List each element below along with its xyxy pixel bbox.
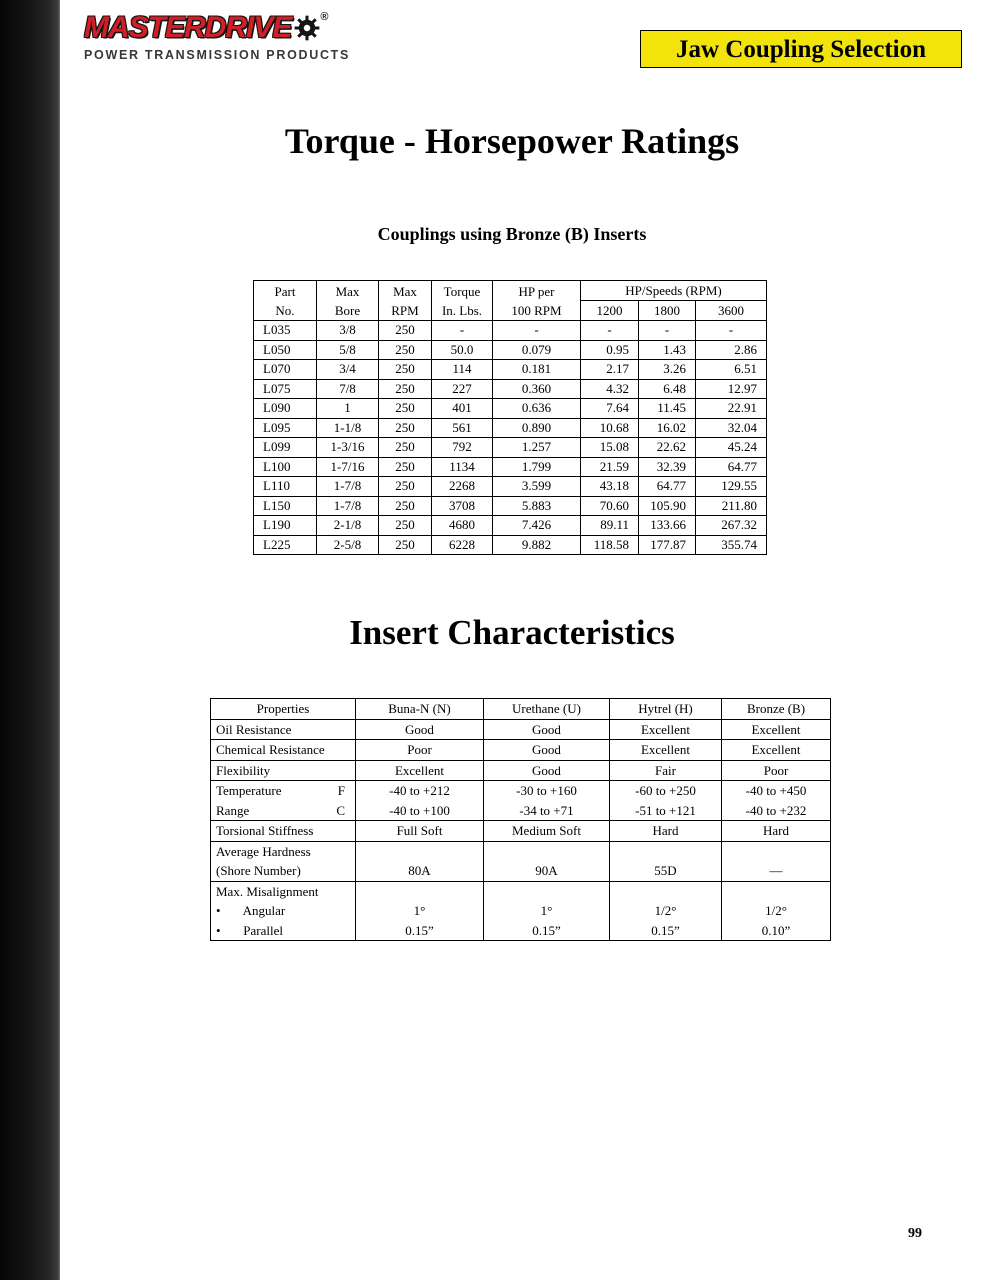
table-row <box>211 760 831 781</box>
table-cell: 1-1/8 <box>317 418 379 438</box>
table-row <box>211 841 831 881</box>
table-cell: 32.04 <box>696 418 767 438</box>
table-cell: 6228 <box>432 535 493 555</box>
insert-title: Insert Characteristics <box>349 613 675 652</box>
table-cell: 6.48 <box>639 379 696 399</box>
table-cell: 250 <box>379 418 432 438</box>
table-cell: L075 <box>254 379 317 399</box>
table-cell: 3/8 <box>317 321 379 341</box>
table-cell: 32.39 <box>639 457 696 477</box>
table-cell: 12.97 <box>696 379 767 399</box>
speed-column-header: 1200 <box>581 301 639 321</box>
table-row <box>254 340 767 360</box>
speed-column-header: 3600 <box>696 301 767 321</box>
table-cell: L070 <box>254 360 317 380</box>
value-cell: Good <box>484 719 610 740</box>
value-cell: 1/2° 0.10” <box>722 881 831 941</box>
table-cell: 1-7/8 <box>317 496 379 516</box>
column-header: Max Bore <box>317 281 379 321</box>
table-cell: - <box>696 321 767 341</box>
table-cell: 70.60 <box>581 496 639 516</box>
table-cell: L099 <box>254 438 317 458</box>
table-cell: 50.0 <box>432 340 493 360</box>
value-cell: Hard <box>722 821 831 842</box>
table-cell: 2268 <box>432 477 493 497</box>
column-header: Part No. <box>254 281 317 321</box>
value-cell: 1/2° 0.15” <box>610 881 722 941</box>
table-row <box>254 496 767 516</box>
table-cell: L035 <box>254 321 317 341</box>
table-cell: 250 <box>379 399 432 419</box>
table-cell: 22.91 <box>696 399 767 419</box>
column-header: Urethane (U) <box>484 699 610 720</box>
value-cell: 1° 0.15” <box>484 881 610 941</box>
header-row <box>211 699 831 720</box>
value-cell: -30 to +160 -34 to +71 <box>484 781 610 821</box>
table-cell: - <box>432 321 493 341</box>
table-cell: 7.426 <box>493 516 581 536</box>
table-cell: 250 <box>379 340 432 360</box>
brand-name: MASTERDRIVE <box>84 11 292 44</box>
table-cell: 3708 <box>432 496 493 516</box>
table-cell: 1-3/16 <box>317 438 379 458</box>
table-cell: 7.64 <box>581 399 639 419</box>
table-cell: 0.890 <box>493 418 581 438</box>
table-row <box>254 516 767 536</box>
table-cell: L095 <box>254 418 317 438</box>
value-cell: -40 to +212 -40 to +100 <box>356 781 484 821</box>
table-row <box>211 719 831 740</box>
table-row <box>254 321 767 341</box>
value-cell: Full Soft <box>356 821 484 842</box>
column-header: HP per 100 RPM <box>493 281 581 321</box>
torque-table-body <box>254 321 767 555</box>
table-row <box>254 535 767 555</box>
value-cell: Excellent <box>610 719 722 740</box>
table-cell: 0.95 <box>581 340 639 360</box>
masterdrive-logo <box>84 12 350 62</box>
table-cell: 1.43 <box>639 340 696 360</box>
table-row <box>211 781 831 821</box>
table-cell: 250 <box>379 360 432 380</box>
value-cell: Good <box>484 740 610 761</box>
table-cell: 0.181 <box>493 360 581 380</box>
table-cell: 250 <box>379 496 432 516</box>
torque-subtitle: Couplings using Bronze (B) Inserts <box>377 224 647 244</box>
column-header: Bronze (B) <box>722 699 831 720</box>
value-cell: Fair <box>610 760 722 781</box>
table-cell: 4680 <box>432 516 493 536</box>
insert-table <box>210 698 831 941</box>
table-cell: 250 <box>379 438 432 458</box>
value-cell: Excellent <box>356 760 484 781</box>
table-cell: 2.86 <box>696 340 767 360</box>
table-cell: 250 <box>379 457 432 477</box>
table-cell: 1 <box>317 399 379 419</box>
table-cell: 1-7/8 <box>317 477 379 497</box>
table-cell: 133.66 <box>639 516 696 536</box>
table-cell: 114 <box>432 360 493 380</box>
value-cell: 1° 0.15” <box>356 881 484 941</box>
table-cell: 3.26 <box>639 360 696 380</box>
table-cell: L090 <box>254 399 317 419</box>
section-banner <box>640 30 962 68</box>
value-cell: Good <box>484 760 610 781</box>
table-cell: 792 <box>432 438 493 458</box>
table-cell: 5.883 <box>493 496 581 516</box>
table-cell: 355.74 <box>696 535 767 555</box>
table-cell: 129.55 <box>696 477 767 497</box>
table-cell: - <box>581 321 639 341</box>
table-row <box>211 740 831 761</box>
table-cell: 4.32 <box>581 379 639 399</box>
property-cell: Max. Misalignment • Angular • Parallel <box>211 881 356 941</box>
table-row <box>211 881 831 941</box>
speeds-group-header: HP/Speeds (RPM) <box>581 281 767 301</box>
table-cell: 1.257 <box>493 438 581 458</box>
table-cell: L225 <box>254 535 317 555</box>
table-cell: - <box>639 321 696 341</box>
table-cell: 401 <box>432 399 493 419</box>
table-cell: 43.18 <box>581 477 639 497</box>
table-cell: L050 <box>254 340 317 360</box>
table-row <box>254 399 767 419</box>
table-cell: 177.87 <box>639 535 696 555</box>
table-cell: 0.360 <box>493 379 581 399</box>
table-cell: 561 <box>432 418 493 438</box>
table-cell: L150 <box>254 496 317 516</box>
value-cell: Hard <box>610 821 722 842</box>
table-row <box>254 477 767 497</box>
table-cell: 250 <box>379 379 432 399</box>
table-cell: 227 <box>432 379 493 399</box>
table-cell: 11.45 <box>639 399 696 419</box>
table-cell: 89.11 <box>581 516 639 536</box>
gear-icon <box>294 15 320 41</box>
property-cell: Oil Resistance <box>211 719 356 740</box>
table-row <box>254 438 767 458</box>
value-cell: Good <box>356 719 484 740</box>
column-header: Max RPM <box>379 281 432 321</box>
table-cell: 10.68 <box>581 418 639 438</box>
table-cell: 250 <box>379 535 432 555</box>
table-cell: 64.77 <box>639 477 696 497</box>
banner-label: Jaw Coupling Selection <box>675 35 927 63</box>
table-cell: 3.599 <box>493 477 581 497</box>
table-cell: 211.80 <box>696 496 767 516</box>
page-title: Torque - Horsepower Ratings <box>284 121 740 161</box>
table-row <box>211 821 831 842</box>
property-cell: Chemical Resistance <box>211 740 356 761</box>
value-cell: 55D <box>610 841 722 881</box>
page-number: 99 <box>908 1226 922 1241</box>
value-cell: -40 to +450 -40 to +232 <box>722 781 831 821</box>
brand-row <box>84 12 350 44</box>
torque-table <box>253 280 767 555</box>
value-cell: 80A <box>356 841 484 881</box>
table-cell: 118.58 <box>581 535 639 555</box>
table-cell: 3/4 <box>317 360 379 380</box>
table-row <box>254 379 767 399</box>
table-row <box>254 360 767 380</box>
table-cell: 0.079 <box>493 340 581 360</box>
table-cell: 0.636 <box>493 399 581 419</box>
insert-table-head <box>211 699 831 720</box>
table-cell: 105.90 <box>639 496 696 516</box>
property-cell: Flexibility <box>211 760 356 781</box>
table-cell: 1.799 <box>493 457 581 477</box>
brand-tagline: POWER TRANSMISSION PRODUCTS <box>84 48 351 62</box>
value-cell: Excellent <box>722 740 831 761</box>
table-cell: L100 <box>254 457 317 477</box>
column-header: Buna-N (N) <box>356 699 484 720</box>
table-cell: L190 <box>254 516 317 536</box>
value-cell: Excellent <box>722 719 831 740</box>
table-cell: L110 <box>254 477 317 497</box>
torque-table-head <box>254 281 767 321</box>
table-cell: - <box>493 321 581 341</box>
table-cell: 64.77 <box>696 457 767 477</box>
table-cell: 1-7/16 <box>317 457 379 477</box>
column-header: Torque In. Lbs. <box>432 281 493 321</box>
value-cell: -60 to +250 -51 to +121 <box>610 781 722 821</box>
table-cell: 16.02 <box>639 418 696 438</box>
property-cell: Average Hardness (Shore Number) <box>211 841 356 881</box>
table-row <box>254 418 767 438</box>
table-cell: 22.62 <box>639 438 696 458</box>
table-cell: 5/8 <box>317 340 379 360</box>
table-cell: 6.51 <box>696 360 767 380</box>
value-cell: Poor <box>722 760 831 781</box>
value-cell: — <box>722 841 831 881</box>
table-cell: 7/8 <box>317 379 379 399</box>
table-cell: 21.59 <box>581 457 639 477</box>
property-cell: Temperature F Range C <box>211 781 356 821</box>
table-cell: 250 <box>379 477 432 497</box>
table-cell: 45.24 <box>696 438 767 458</box>
value-cell: Excellent <box>610 740 722 761</box>
property-cell: Torsional Stiffness <box>211 821 356 842</box>
table-row <box>254 457 767 477</box>
column-header: Properties <box>211 699 356 720</box>
header-row <box>254 281 767 301</box>
speed-column-header: 1800 <box>639 301 696 321</box>
table-cell: 250 <box>379 321 432 341</box>
table-cell: 250 <box>379 516 432 536</box>
table-cell: 2-5/8 <box>317 535 379 555</box>
table-cell: 15.08 <box>581 438 639 458</box>
table-cell: 2-1/8 <box>317 516 379 536</box>
value-cell: 90A <box>484 841 610 881</box>
column-header: Hytrel (H) <box>610 699 722 720</box>
value-cell: Medium Soft <box>484 821 610 842</box>
registered-mark: ® <box>320 11 329 23</box>
table-cell: 9.882 <box>493 535 581 555</box>
insert-table-body <box>211 719 831 941</box>
table-cell: 2.17 <box>581 360 639 380</box>
value-cell: Poor <box>356 740 484 761</box>
table-cell: 267.32 <box>696 516 767 536</box>
table-cell: 1134 <box>432 457 493 477</box>
